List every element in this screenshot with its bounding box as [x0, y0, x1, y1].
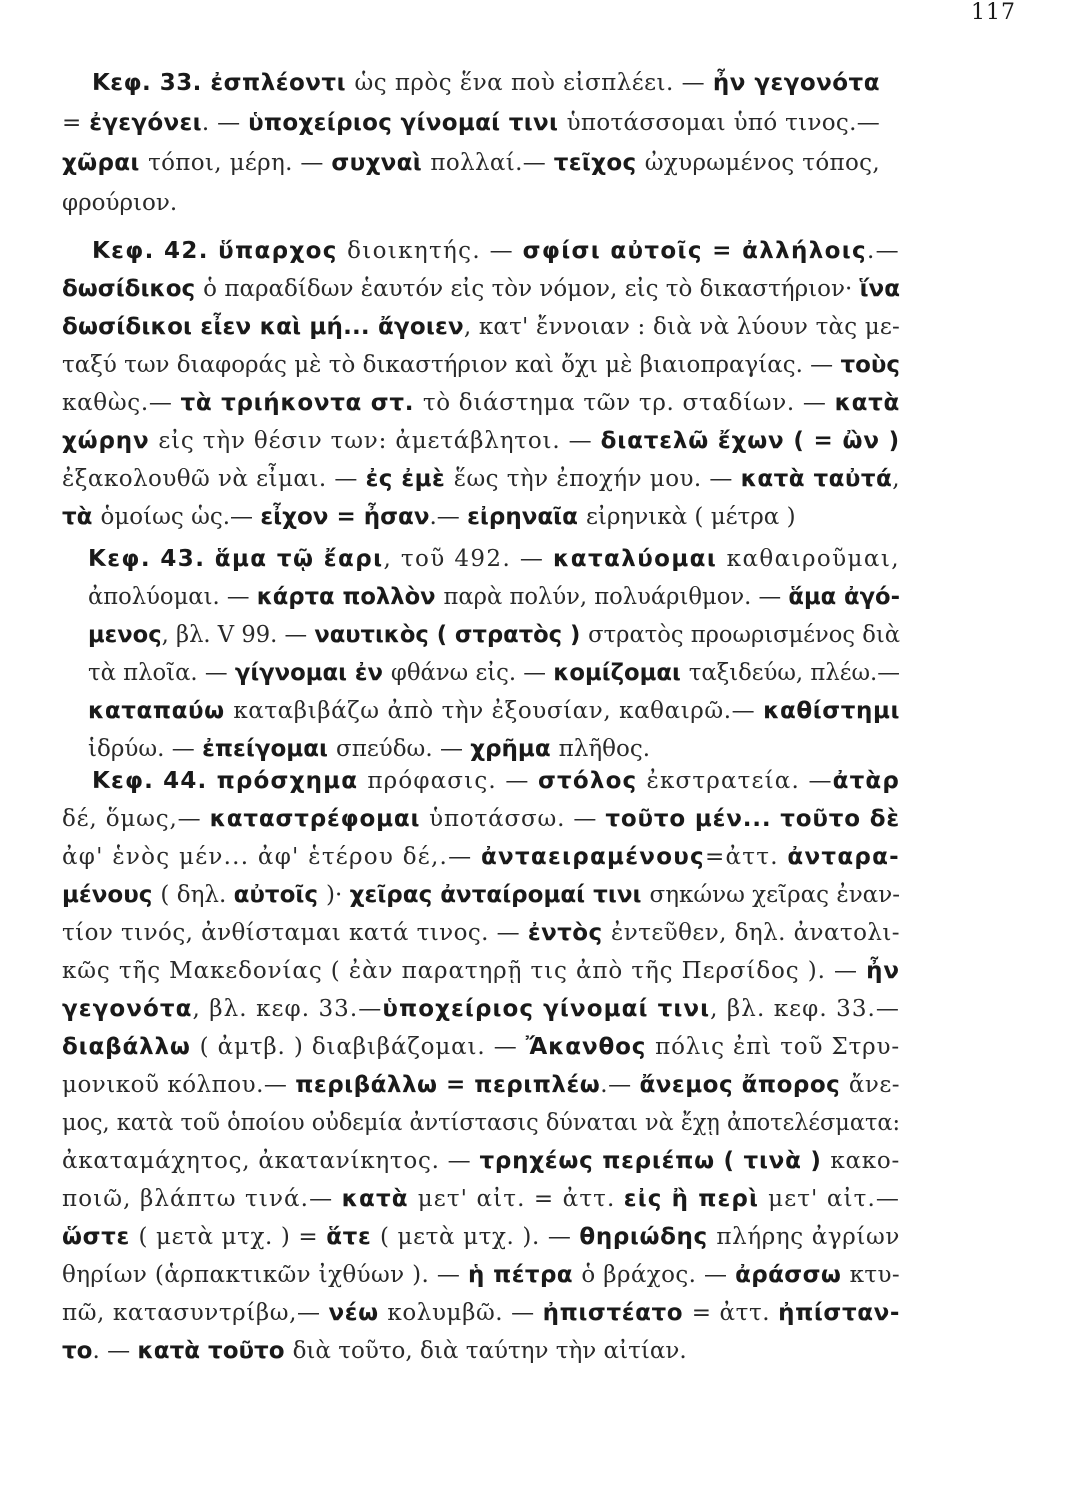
lemma-term: εἰρηναῖα [467, 504, 586, 530]
gloss-text: ἀπολύομαι. — [88, 584, 257, 610]
lemma-term: εἶχον = ἦσαν [260, 504, 430, 530]
gloss-text: )· [326, 882, 350, 908]
lemma-term: ἡ πέτρα [468, 1262, 582, 1288]
lemma-term: ὑποχείριος γίνομαί τινι [248, 110, 567, 136]
lemma-term: τοὺς [840, 352, 900, 378]
gloss-text: παρὰ πολύν, πολυάριθμον. — [443, 584, 789, 610]
gloss-text: ( ἀμτβ. ) διαβιβάζομαι. — [199, 1034, 526, 1060]
gloss-text: ὑποτάσσω. — [429, 806, 606, 832]
lemma-term: χώρην [62, 428, 159, 454]
text-line [88, 544, 900, 574]
text-line [88, 620, 900, 650]
lemma-term: Κεφ. 44. [92, 768, 217, 794]
lemma-term: ἠπιστέατο [542, 1300, 692, 1326]
text-line [62, 1336, 687, 1366]
gloss-text: σπεύδω. — [336, 736, 471, 762]
text-line [92, 236, 900, 266]
lemma-term: ὥστε [62, 1224, 139, 1250]
lemma-term: ναυτικὸς ( στρατὸς ) [314, 622, 589, 648]
lemma-term: Κεφ. 42. [92, 238, 219, 264]
lemma-term: συχναὶ [331, 150, 431, 176]
gloss-text: , τοῦ 492. — [383, 546, 554, 572]
lemma-term: ἅτε [326, 1224, 381, 1250]
gloss-text: ἕως τὴν ἐποχήν μου. — [453, 466, 741, 492]
gloss-text: ( μετὰ μτχ. ). — [380, 1224, 580, 1250]
lemma-term: μένους [62, 882, 161, 908]
gloss-text: δέ, ὅμως,— [62, 806, 210, 832]
lemma-term: ἐπείγομαι [202, 736, 336, 762]
lemma-term: ἐντὸς [527, 920, 612, 946]
lemma-term: τὰ [62, 504, 101, 530]
lemma-term: ἀνταρα- [787, 844, 900, 870]
lemma-term: καταπαύω [88, 698, 234, 724]
lemma-term: τοῦτο μέν... τοῦτο δὲ [605, 806, 900, 832]
gloss-text: ἐξακολουθῶ νὰ εἶμαι. — [62, 466, 366, 492]
gloss-text: ἐκστρατεία. — [646, 768, 833, 794]
gloss-text: ὑποτάσσομαι ὑπό τινος.— [566, 110, 881, 136]
lemma-term: Ἄκανθος [525, 1034, 656, 1060]
text-line [62, 426, 900, 456]
text-line [62, 880, 900, 910]
gloss-text: φρούριον. [62, 190, 178, 216]
gloss-text: =ἀττ. [704, 844, 788, 870]
lemma-term: μενος [88, 622, 162, 648]
page-number: 117 [971, 0, 1016, 25]
gloss-text: διοικητής. — [347, 238, 523, 264]
text-line [62, 388, 900, 418]
lemma-term: πρόσχημα [216, 768, 368, 794]
gloss-text: πολλαί.— [430, 150, 554, 176]
gloss-text: .— [600, 1072, 640, 1098]
gloss-text: μος, κατὰ τοῦ ὁποίου οὐδεμία ἀντίστασις δύναται νὰ ἔχῃ ἀποτελέσματα: [62, 1110, 900, 1136]
text-line [62, 1260, 900, 1290]
gloss-text: μονικοῦ κόλπου.— [62, 1072, 296, 1098]
text-line [62, 188, 177, 218]
gloss-text: θηρίων (ἁρπακτικῶν ἰχθύων ). — [62, 1262, 468, 1288]
gloss-text: , [892, 466, 900, 492]
text-line [62, 1222, 900, 1252]
text-line [62, 842, 900, 872]
gloss-text: ὁ παραδίδων ἑαυτόν εἰς τὸν νόμον, εἰς τὸ δικαστήριον· [203, 276, 860, 302]
gloss-text: τόποι, μέρη. — [148, 150, 332, 176]
text-line [62, 350, 900, 380]
lemma-term: διατελῶ ἔχων ( = ὢν ) [600, 428, 900, 454]
gloss-text: ἄνε- [848, 1072, 901, 1098]
gloss-text: = [62, 110, 90, 136]
text-line [92, 766, 900, 796]
text-line [62, 274, 900, 304]
gloss-text: εἰρηνικὰ ( μέτρα ) [585, 504, 796, 530]
lemma-term: χῶραι [62, 150, 149, 176]
text-line [62, 312, 900, 342]
gloss-text: σηκώνω χεῖρας ἐναν- [649, 882, 900, 908]
gloss-text: , βλ. κεφ. 33.— [192, 996, 383, 1022]
lemma-term: κατὰ [341, 1186, 418, 1212]
gloss-text: κῶς τῆς Μακεδονίας ( ἐὰν παρατηρῇ τις ἀπὸ τῆς Περσίδος ). — [62, 958, 867, 984]
gloss-text: .— [867, 238, 900, 264]
gloss-text: μετ' αἰτ.— [768, 1186, 900, 1212]
lemma-term: ἅμα ἀγό- [788, 584, 900, 610]
text-line [62, 956, 900, 986]
gloss-text: μετ' αἰτ. = ἀττ. [417, 1186, 624, 1212]
text-line [62, 464, 900, 494]
lemma-term: νέω [328, 1300, 388, 1326]
gloss-text: ἀκαταμάχητος, ἀκατανίκητος. — [62, 1148, 480, 1174]
lemma-term: ἐσπλέοντι [210, 70, 355, 96]
gloss-text: , βλ. V 99. — [161, 622, 315, 648]
gloss-text: κολυμβῶ. — [387, 1300, 543, 1326]
lemma-term: σφίσι αὐτοῖς = ἀλλήλοις [522, 238, 867, 264]
gloss-text: ταξιδεύω, πλέω.— [688, 660, 900, 686]
text-line [62, 108, 880, 138]
text-line [88, 658, 900, 688]
gloss-text: ὠχυρωμένος τόπος, [644, 150, 880, 176]
text-line [88, 696, 900, 726]
lemma-term: καθίστημι [763, 698, 900, 724]
gloss-text: ἀφ' ἑνὸς μέν... ἀφ' ἑτέρου δέ,.— [62, 844, 481, 870]
lemma-term: ἵνα [859, 276, 900, 302]
text-line [62, 1184, 900, 1214]
gloss-text: πόλις ἐπὶ τοῦ Στρυ- [655, 1034, 900, 1060]
lemma-term: εἰς ἢ περὶ [623, 1186, 769, 1212]
gloss-text: καθὼς.— [62, 390, 181, 416]
gloss-text: καταβιβάζω ἀπὸ τὴν ἐξουσίαν, καθαιρῶ.— [233, 698, 764, 724]
gloss-text: ἱδρύω. — [88, 736, 203, 762]
lemma-term: γεγονότα [62, 996, 193, 1022]
text-line [62, 994, 900, 1024]
lemma-term: θηριώδης [579, 1224, 717, 1250]
text-line [62, 1108, 900, 1138]
lemma-term: κατὰ [834, 390, 900, 416]
lemma-term: ἀράσσω [735, 1262, 850, 1288]
gloss-text: τίον τινός, ἀνθίσταμαι κατά τινος. — [62, 920, 528, 946]
lemma-term: κάρτα πολλὸν [256, 584, 444, 610]
gloss-text: . — [92, 1338, 138, 1364]
gloss-text: διὰ τοῦτο, διὰ ταύτην τὴν αἰτίαν. [292, 1338, 687, 1364]
text-line [88, 734, 650, 764]
lemma-term: ἀτὰρ [832, 768, 901, 794]
lemma-term: γίγνομαι ἐν [234, 660, 391, 686]
gloss-text: τὰ πλοῖα. — [88, 660, 235, 686]
lemma-term: το [62, 1338, 93, 1364]
text-line [62, 148, 880, 178]
gloss-text: ταξύ των διαφοράς μὲ τὸ δικαστήριον καὶ ὄχι μὲ βιαιοπραγίας. — [62, 352, 841, 378]
gloss-text: κακο- [830, 1148, 901, 1174]
gloss-text: , κατ' ἔννοιαν : διὰ νὰ λύουν τὰς με- [463, 314, 900, 340]
gloss-text: ( δηλ. [160, 882, 234, 908]
lemma-term: ἦν [866, 958, 900, 984]
lemma-term: περιβάλλω = περιπλέω [295, 1072, 601, 1098]
lemma-term: τρηχέως περιέπω ( τινὰ ) [479, 1148, 831, 1174]
text-line [62, 918, 900, 948]
lemma-term: στόλος [537, 768, 647, 794]
lemma-term: ἦν γεγονότα [712, 70, 880, 96]
gloss-text: φθάνω εἰς. — [390, 660, 554, 686]
text-line [88, 582, 900, 612]
lemma-term: κατὰ ταὐτά [740, 466, 893, 492]
lemma-term: κατὰ τοῦτο [137, 1338, 293, 1364]
lemma-term: ἅμα τῷ ἔαρι [214, 546, 384, 572]
gloss-text: τὸ διάστημα τῶν τρ. σταδίων. — [422, 390, 835, 416]
gloss-text: ἐντεῦθεν, δηλ. ἀνατολι- [611, 920, 901, 946]
lemma-term: Κεφ. 43. [88, 546, 215, 572]
text-line [92, 68, 880, 98]
gloss-text: ὁμοίως ὡς.— [100, 504, 261, 530]
gloss-text: πῶ, κατασυντρίβω,— [62, 1300, 329, 1326]
text-line [62, 1298, 900, 1328]
text-line [62, 1032, 900, 1062]
gloss-text: ὡς πρὸς ἕνα ποὺ εἰσπλέει. — [354, 70, 713, 96]
lemma-term: δωσίδικος [62, 276, 204, 302]
gloss-text: πλῆθος. [558, 736, 651, 762]
lemma-term: ὑποχείριος γίνομαί τινι [382, 996, 711, 1022]
lemma-term: Κεφ. 33. [92, 70, 211, 96]
lemma-term: ἐς ἐμὲ [365, 466, 454, 492]
gloss-text: πρόφασις. — [367, 768, 538, 794]
gloss-text: . — [201, 110, 249, 136]
gloss-text: στρατὸς προωρισμένος διὰ [588, 622, 900, 648]
lemma-term: τεῖχος [553, 150, 645, 176]
lemma-term: χεῖρας ἀνταίρομαί τινι [349, 882, 650, 908]
lemma-term: δωσίδικοι εἶεν καὶ μή... ἄγοιεν [62, 314, 464, 340]
gloss-text: ὁ βράχος. — [581, 1262, 736, 1288]
lemma-term: τὰ τριήκοντα στ. [180, 390, 423, 416]
gloss-text: ( μετὰ μτχ. ) = [138, 1224, 327, 1250]
text-line [62, 1146, 900, 1176]
gloss-text: καθαιροῦμαι, [726, 546, 900, 572]
lemma-term: κομίζομαι [553, 660, 689, 686]
lemma-term: ἄνεμος ἄπορος [639, 1072, 849, 1098]
gloss-text: = ἀττ. [691, 1300, 779, 1326]
gloss-text: κτυ- [849, 1262, 901, 1288]
gloss-text: εἰς τὴν θέσιν των: ἀμετάβλητοι. — [158, 428, 601, 454]
lemma-term: ὕπαρχος [218, 238, 348, 264]
lemma-term: ἐγεγόνει [89, 110, 202, 136]
lemma-term: ἀνταειραμένους [480, 844, 705, 870]
text-line [62, 502, 796, 532]
gloss-text: πλήρης ἀγρίων [716, 1224, 900, 1250]
lemma-term: καταλύομαι [553, 546, 727, 572]
lemma-term: καταστρέφομαι [209, 806, 430, 832]
lemma-term: αὐτοῖς [233, 882, 327, 908]
lemma-term: διαβάλλω [62, 1034, 200, 1060]
text-line [62, 804, 900, 834]
lemma-term: ἠπίσταν- [778, 1300, 901, 1326]
gloss-text: , βλ. κεφ. 33.— [710, 996, 901, 1022]
text-line [62, 1070, 900, 1100]
gloss-text: ποιῶ, βλάπτω τινά.— [62, 1186, 342, 1212]
gloss-text: .— [429, 504, 468, 530]
lemma-term: χρῆμα [470, 736, 559, 762]
